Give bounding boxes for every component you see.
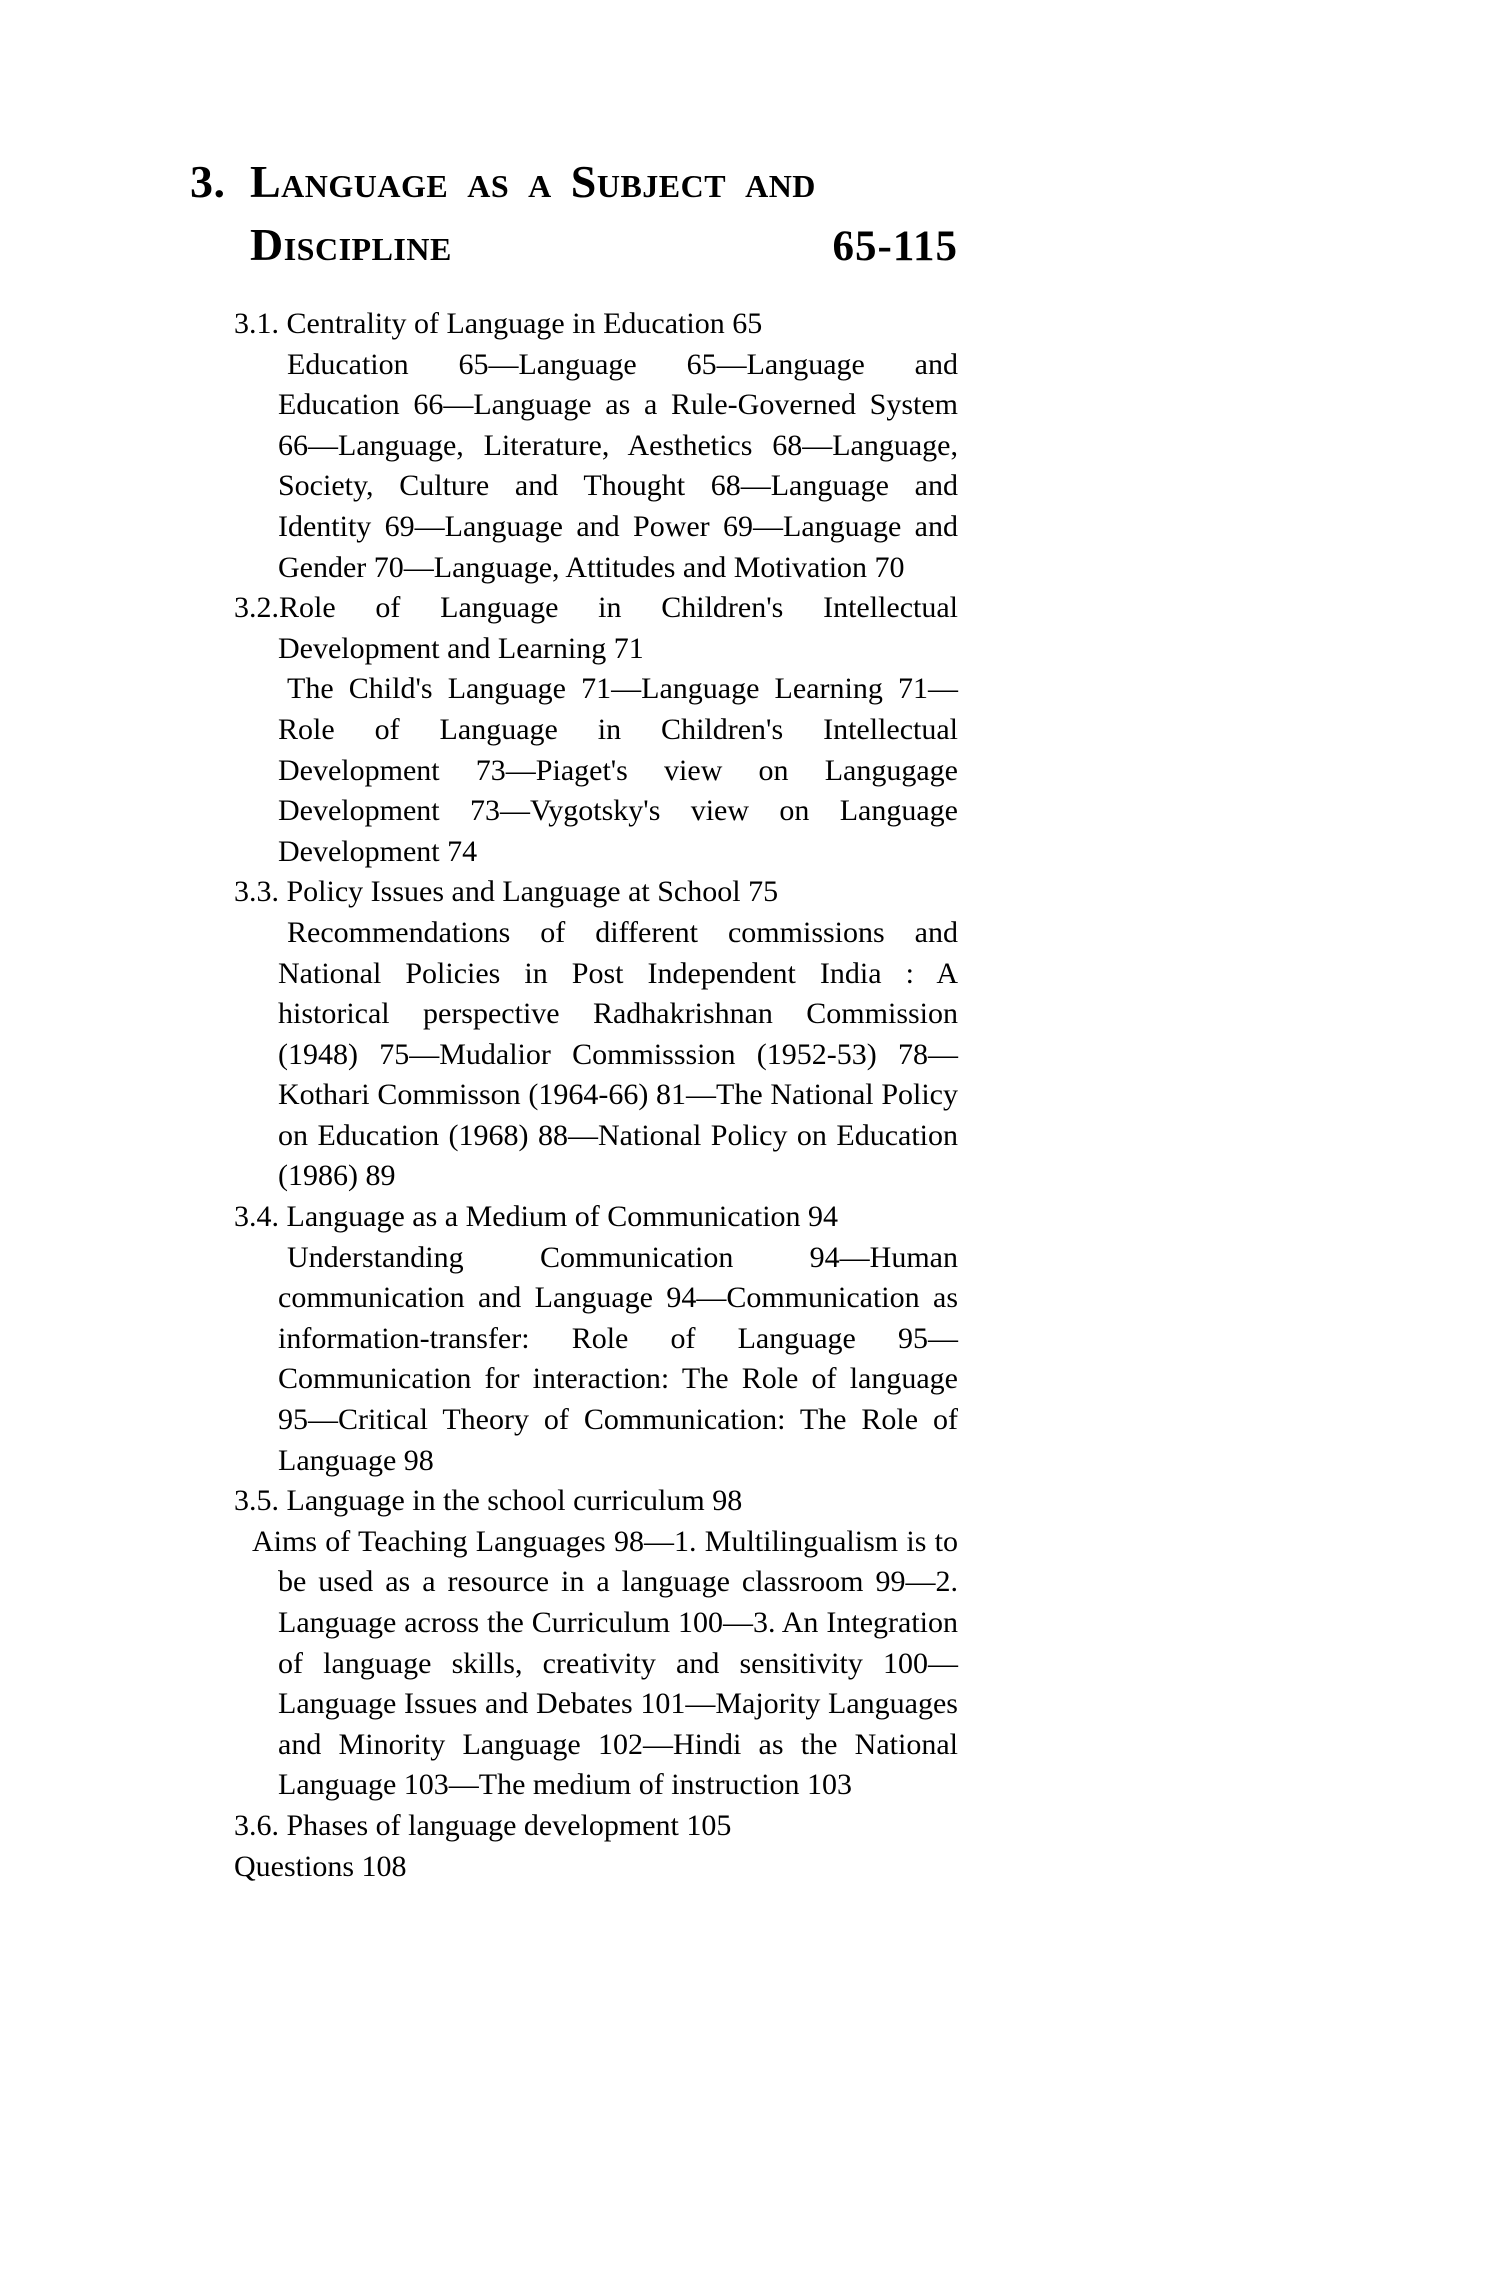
toc-entry-title: 3.1. Centrality of Language in Education 65: [234, 307, 763, 340]
toc-entry-title: 3.3. Policy Issues and Language at School 75: [234, 875, 779, 909]
toc-entry-details: Understanding Communication 94—Human communication and Language 94—Communication as information-transfer: Role of Language 95—Communication for interaction: The Role of language 95—Critical Theory of Communication: The Role of Language 98: [278, 1240, 958, 1477]
chapter-heading-line1: [190, 150, 960, 213]
toc-questions-entry: Questions 108: [234, 1849, 407, 1883]
toc-entry-title: 3.2.Role of Language in Children's Intellectual Development and Learning 71: [234, 591, 958, 665]
toc-page: [0, 150, 1500, 2278]
toc-entry-title: 3.5. Language in the school curriculum 98: [234, 1484, 743, 1518]
toc-entry-title: 3.6. Phases of language development 105: [234, 1808, 732, 1842]
chapter-title-line1: Language as a Subject and: [250, 156, 816, 207]
chapter-number: 3.: [190, 156, 226, 207]
toc-entry-details: The Child's Language 71—Language Learning 71—Role of Language in Children's Intellectual Development 73—Piaget's view on Langugage Development 73—Vygotsky's view on Language Development 74: [278, 672, 958, 868]
toc-entries: [234, 304, 958, 1887]
chapter-title-line2: Discipline: [250, 219, 452, 270]
toc-entry-details: Education 65—Language 65—Language and Education 66—Language as a Rule-Governed System 66—Language, Literature, Aesthetics 68—Language, Society, Culture and Thought 68—Language and Identity 69—Language and Power 69—Language and Gender 70—Language, Attitudes and Motivation 70: [278, 347, 958, 584]
toc-entry-details: Recommendations of different commissions and National Policies in Post Independent India : A historical perspective Radhakrishnan Commission (1948) 75—Mudalior Commisssion (1952-53) 78—Kothari Commisson (1964-66) 81—The National Policy on Education (1968) 88—National Policy on Education (1986) 89: [278, 915, 958, 1193]
chapter-page-range: 65-115: [832, 223, 958, 270]
toc-entry-title: 3.4. Language as a Medium of Communication 94: [234, 1200, 839, 1234]
chapter-heading-line2: [250, 213, 958, 278]
chapter-heading: [190, 150, 960, 278]
toc-entry-details: Aims of Teaching Languages 98—1. Multilingualism is to be used as a resource in a language classroom 99—2. Language across the Curriculum 100—3. An Integration of language skills, creativity and sensitivity 100—Language Issues and Debates 101—Majority Languages and Minority Language 102—Hindi as the National Language 103—The medium of instruction 103: [252, 1524, 958, 1802]
